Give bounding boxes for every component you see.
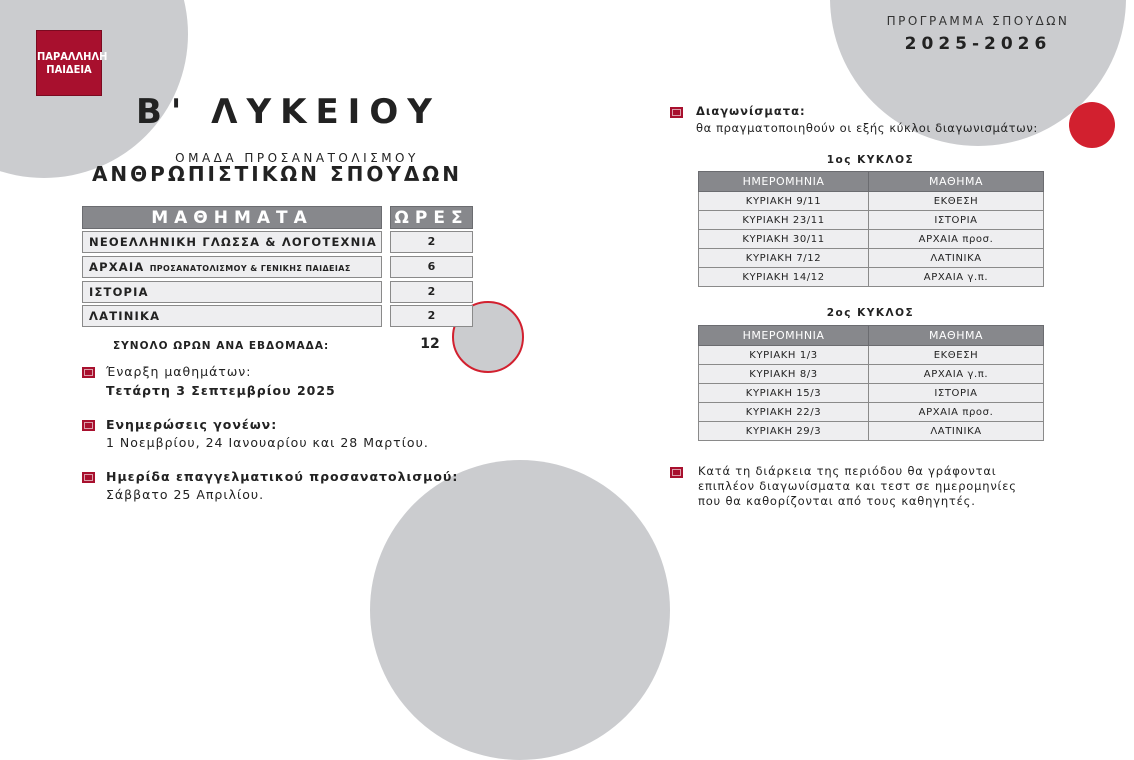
exam-subject: ΑΡΧΑΙΑ γ.π. bbox=[869, 365, 1044, 384]
exam-subject: ΛΑΤΙΝΙΚΑ bbox=[869, 249, 1044, 268]
bullet-icon bbox=[82, 420, 95, 431]
decor-circle-red bbox=[1069, 102, 1115, 148]
subject-name: ΙΣΤΟΡΙΑ bbox=[89, 285, 149, 299]
exam-subject: ΕΚΘΕΣΗ bbox=[869, 192, 1044, 211]
bullet-icon bbox=[82, 472, 95, 483]
subject-note: ΠΡΟΣΑΝΑΤΟΛΙΣΜΟΥ & ΓΕΝΙΚΗΣ ΠΑΙΔΕΙΑΣ bbox=[149, 264, 351, 273]
bullet-icon bbox=[670, 107, 683, 118]
subject-row bbox=[82, 256, 382, 278]
exam-date: ΚΥΡΙΑΚΗ 23/11 bbox=[699, 211, 869, 230]
decor-circle-bottom bbox=[370, 460, 670, 760]
start-value: Τετάρτη 3 Σεπτεμβρίου 2025 bbox=[106, 383, 336, 398]
column-header-subject: ΜΑΘΗΜΑ bbox=[869, 172, 1044, 192]
exam-subject: ΑΡΧΑΙΑ γ.π. bbox=[869, 268, 1044, 287]
exam-subject: ΙΣΤΟΡΙΑ bbox=[869, 384, 1044, 403]
subject-hours: 6 bbox=[390, 256, 473, 278]
exam-date: ΚΥΡΙΑΚΗ 14/12 bbox=[699, 268, 869, 287]
table-row bbox=[699, 365, 1044, 384]
exam-date: ΚΥΡΙΑΚΗ 29/3 bbox=[699, 422, 869, 441]
subject-row bbox=[82, 231, 382, 253]
cycle-title: 2ος ΚΥΚΛΟΣ bbox=[826, 307, 915, 319]
parents-label: Ενημερώσεις γονέων: bbox=[106, 417, 278, 432]
exam-subject: ΕΚΘΕΣΗ bbox=[869, 346, 1044, 365]
cycle-title: 1ος ΚΥΚΛΟΣ bbox=[826, 154, 915, 166]
exams-note-line1: Κατά τη διάρκεια της περιόδου θα γράφονται bbox=[698, 464, 997, 478]
career-label: Ημερίδα επαγγελματικού προσανατολισμού: bbox=[106, 469, 459, 484]
exam-date: ΚΥΡΙΑΚΗ 22/3 bbox=[699, 403, 869, 422]
exam-table-cycle2 bbox=[698, 325, 1044, 441]
page-title: Β' ΛΥΚΕΙΟΥ bbox=[136, 92, 441, 132]
program-label: ΠΡΟΓΡΑΜΜΑ ΣΠΟΥΔΩΝ bbox=[886, 14, 1070, 28]
total-hours-label: ΣΥΝΟΛΟ ΩΡΩΝ ΑΝΑ ΕΒΔΟΜΑΔΑ: bbox=[113, 340, 330, 352]
total-hours-value: 12 bbox=[420, 336, 440, 352]
table-row bbox=[699, 422, 1044, 441]
exams-title: Διαγωνίσματα: bbox=[696, 104, 806, 118]
exam-date: ΚΥΡΙΑΚΗ 9/11 bbox=[699, 192, 869, 211]
exam-date: ΚΥΡΙΑΚΗ 1/3 bbox=[699, 346, 869, 365]
table-row bbox=[699, 230, 1044, 249]
logo bbox=[36, 30, 108, 96]
exam-subject: ΛΑΤΙΝΙΚΑ bbox=[869, 422, 1044, 441]
exam-subject: ΑΡΧΑΙΑ προσ. bbox=[869, 230, 1044, 249]
logo-line2: ΠΑΙΔΕΙΑ bbox=[46, 63, 92, 76]
bullet-icon bbox=[670, 467, 683, 478]
exam-subject: ΑΡΧΑΙΑ προσ. bbox=[869, 403, 1044, 422]
exams-note-line2: επιπλέον διαγωνίσματα και τεστ σε ημερομηνίες bbox=[698, 479, 1017, 493]
start-label: Έναρξη μαθημάτων: bbox=[106, 364, 252, 379]
table-row bbox=[699, 268, 1044, 287]
table-row bbox=[699, 192, 1044, 211]
subject-row bbox=[82, 281, 382, 303]
table-row bbox=[699, 403, 1044, 422]
parents-value: 1 Νοεμβρίου, 24 Ιανουαρίου και 28 Μαρτίου. bbox=[106, 435, 429, 450]
column-header-subject: ΜΑΘΗΜΑ bbox=[869, 326, 1044, 346]
subjects-header: ΜΑΘΗΜΑΤΑ bbox=[82, 206, 382, 229]
column-header-date: ΗΜΕΡΟΜΗΝΙΑ bbox=[699, 326, 869, 346]
table-row bbox=[699, 346, 1044, 365]
subject-name: ΛΑΤΙΝΙΚΑ bbox=[89, 309, 161, 323]
exam-subject: ΙΣΤΟΡΙΑ bbox=[869, 211, 1044, 230]
subject-row bbox=[82, 305, 382, 327]
exam-date: ΚΥΡΙΑΚΗ 7/12 bbox=[699, 249, 869, 268]
subject-name: ΑΡΧΑΙΑ bbox=[89, 260, 145, 274]
table-row bbox=[699, 211, 1044, 230]
exams-subtitle: θα πραγματοποιηθούν οι εξής κύκλοι διαγωνισμάτων: bbox=[696, 121, 1038, 135]
hours-header: ΩΡΕΣ bbox=[390, 206, 473, 229]
program-year: 2025-2026 bbox=[904, 34, 1052, 54]
table-row bbox=[699, 384, 1044, 403]
column-header-date: ΗΜΕΡΟΜΗΝΙΑ bbox=[699, 172, 869, 192]
group-name: ΑΝΘΡΩΠΙΣΤΙΚΩΝ ΣΠΟΥΔΩΝ bbox=[91, 162, 463, 186]
subject-hours: 2 bbox=[390, 305, 473, 327]
exam-date: ΚΥΡΙΑΚΗ 30/11 bbox=[699, 230, 869, 249]
logo-line1: ΠΑΡΑΛΛΗΛΗ bbox=[37, 50, 108, 63]
career-value: Σάββατο 25 Απριλίου. bbox=[106, 487, 265, 502]
bullet-icon bbox=[82, 367, 95, 378]
exams-note-line3: που θα καθορίζονται από τους καθηγητές. bbox=[698, 494, 976, 508]
subject-hours: 2 bbox=[390, 281, 473, 303]
exam-table-cycle1 bbox=[698, 171, 1044, 287]
exam-date: ΚΥΡΙΑΚΗ 8/3 bbox=[699, 365, 869, 384]
subject-hours: 2 bbox=[390, 231, 473, 253]
group-label: ΟΜΑΔΑ ΠΡΟΣΑΝΑΤΟΛΙΣΜΟΥ bbox=[175, 151, 419, 165]
table-row bbox=[699, 249, 1044, 268]
subject-name: ΝΕΟΕΛΛΗΝΙΚΗ ΓΛΩΣΣΑ & ΛΟΓΟΤΕΧΝΙΑ bbox=[89, 235, 377, 249]
exam-date: ΚΥΡΙΑΚΗ 15/3 bbox=[699, 384, 869, 403]
